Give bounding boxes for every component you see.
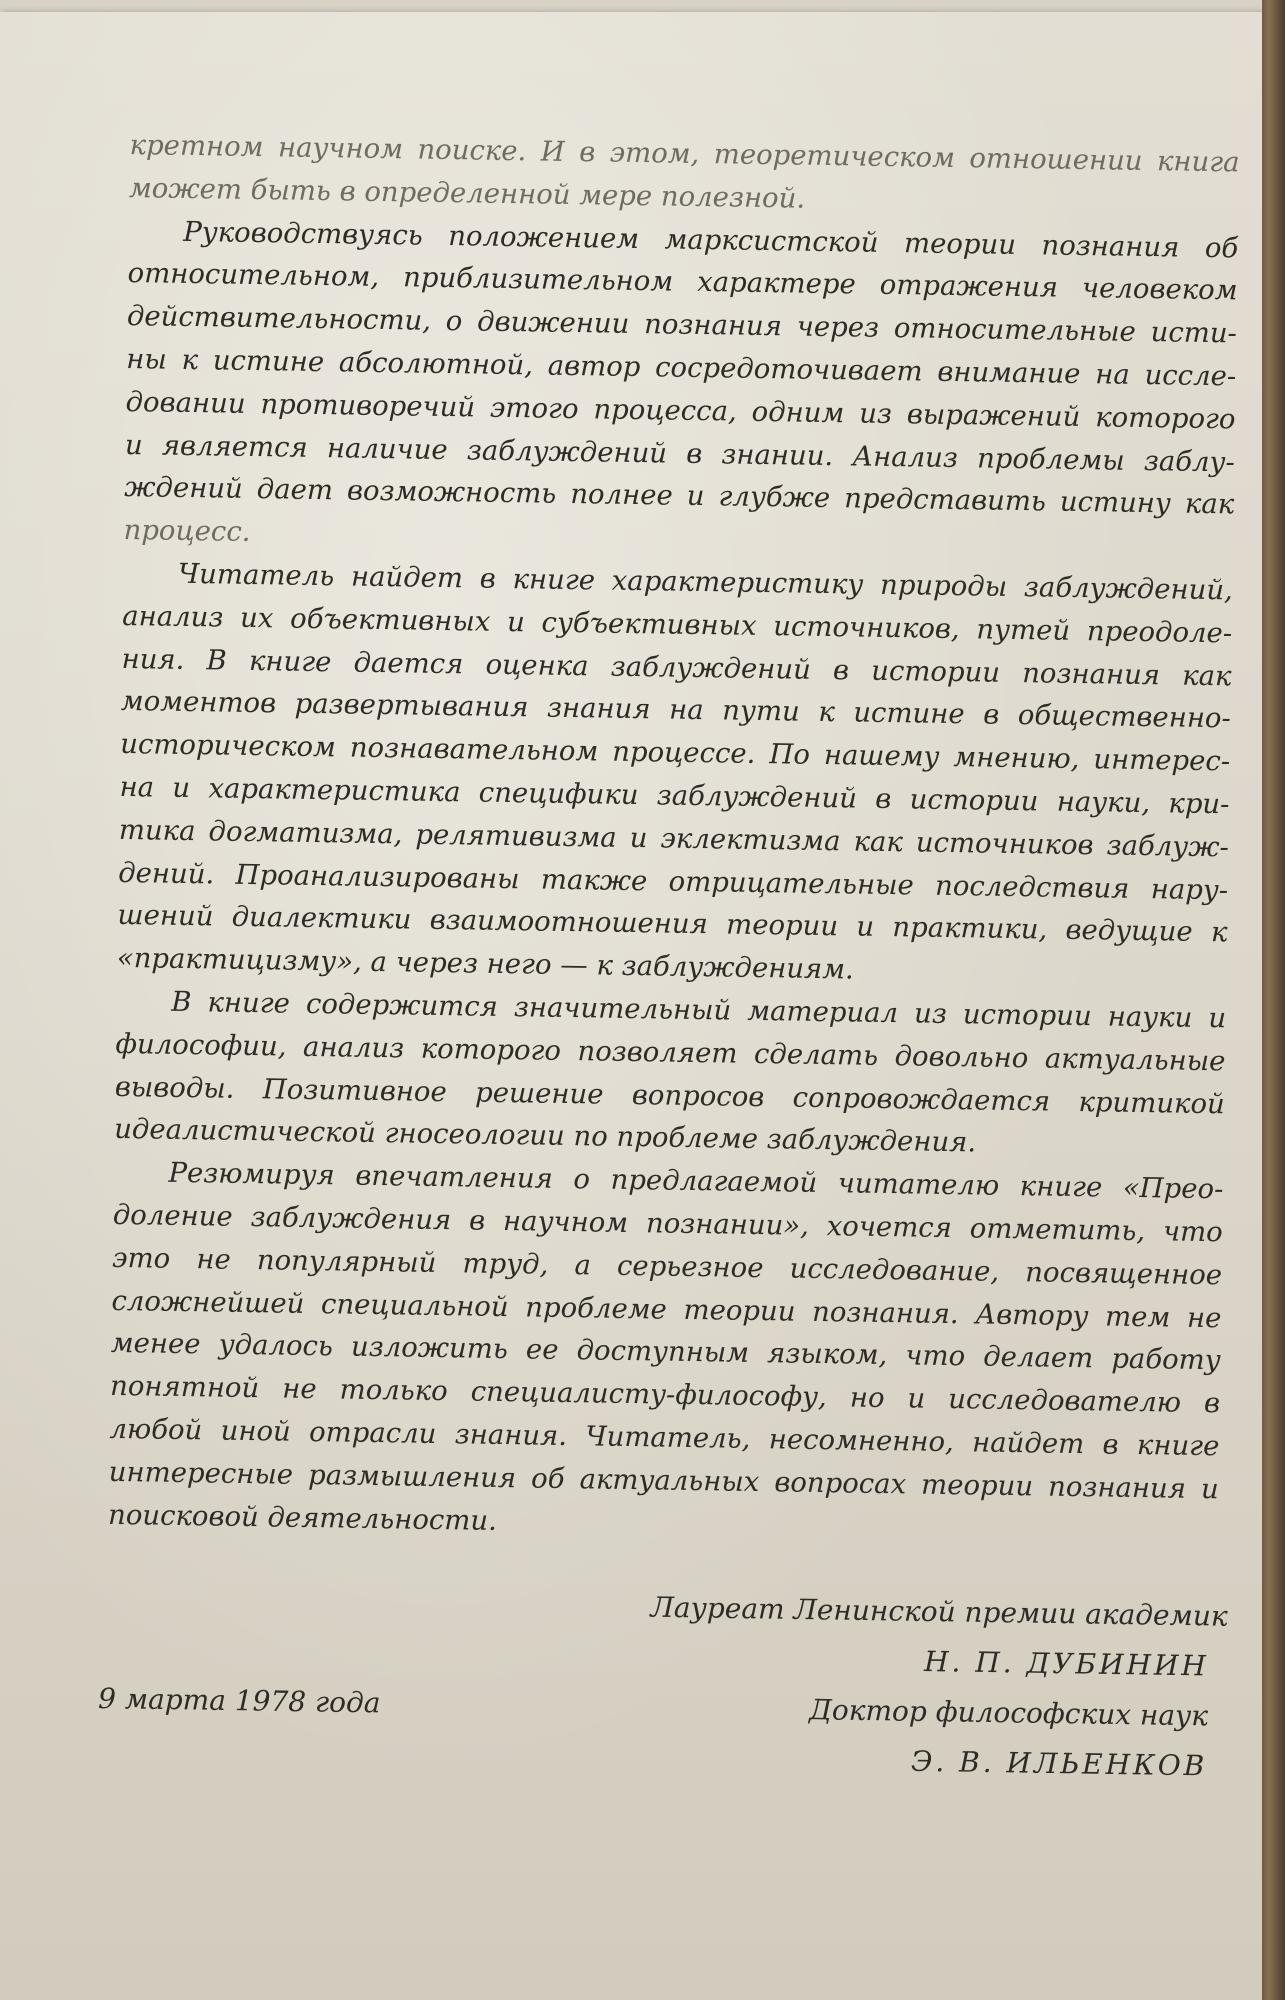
text-line: Резюмируя впечатления о предлагаемой читателю книге «Прео-: [168, 1156, 1224, 1206]
document-date: 9 марта 1978 года: [97, 1681, 381, 1720]
body-text: [108, 124, 1240, 1554]
text-line: относительном, приблизительном характере отражения человеком: [127, 257, 1238, 307]
text-line: анализ их объективных и субъективных источников, путей преодоле-: [122, 599, 1233, 650]
text-line: историческом познавательном процессе. По нашему мнению, интерес-: [120, 728, 1231, 778]
book-edge: [1262, 0, 1285, 2000]
text-line: ны к истине абсолютной, автор сосредоточивает внимание на иссле-: [126, 342, 1237, 393]
text-line: на и характеристика специфики заблуждений в истории науки, кри-: [119, 770, 1230, 821]
text-line: кретном научном поиске. И в этом, теоретическом отношении книга: [129, 128, 1240, 179]
signatory-name: Э. В. ИЛЬЕНКОВ: [910, 1744, 1208, 1783]
book-page: [0, 12, 1262, 2000]
text-line: тика догматизма, релятивизма и эклектизма как источников заблуж-: [118, 813, 1230, 864]
signatory-name: Н. П. ДУБИНИН: [923, 1644, 1210, 1683]
text-line: моментов развертывания знания на пути к истине в общественно-: [120, 685, 1232, 735]
text-line: понятной не только специалисту-философу, но и исследователю в: [109, 1369, 1221, 1420]
text-line: шений диалектики взаимоотношения теории и практики, ведущие к: [117, 899, 1228, 949]
text-line: процесс.: [123, 514, 251, 549]
text-line: может быть в определенной мере полезной.: [128, 171, 806, 215]
text-line: довании противоречий этого процесса, одним из выражений которого: [125, 385, 1236, 436]
text-line: выводы. Позитивное решение вопросов сопровождается критикой: [114, 1070, 1225, 1120]
text-line: менее удалось изложить ее доступным языком, что делает работу: [110, 1327, 1221, 1377]
signature-block: [97, 1582, 1240, 1820]
text-line: это не популярный труд, а серьезное исследование, посвященное: [111, 1241, 1223, 1292]
text-line: Руководствуясь положением марксистской теории познания об: [183, 215, 1239, 265]
text-line: ждений дает возможность полнее и глубже представить истину как: [124, 471, 1235, 521]
text-line: сложнейшей специальной проблеме теории познания. Автору тем не: [111, 1284, 1222, 1334]
text-line: «практицизму», а через него — к заблуждениям.: [116, 942, 855, 986]
text-line: идеалистической гносеологии по проблеме заблуждения.: [113, 1113, 977, 1159]
text-line: философии, анализ которого позволяет сделать довольно актуальные: [115, 1027, 1226, 1078]
text-line: интересные размышления об актуальных вопросах теории познания и: [108, 1455, 1219, 1505]
text-line: Читатель найдет в книге характеристику природы заблуждений,: [177, 557, 1234, 607]
text-line: действительности, о движении познания через относительные исти-: [126, 300, 1238, 350]
text-line: любой иной отрасли знания. Читатель, несомненно, найдет в книге: [109, 1412, 1220, 1463]
text-line: и является наличие заблуждений в знании. Анализ проблемы заблу-: [124, 428, 1236, 478]
text-line: В книге содержится значительный материал из истории науки и: [170, 985, 1227, 1035]
text-line: ния. В книге дается оценка заблуждений в истории познания как: [121, 642, 1232, 692]
text-line: доление заблуждения в научном познании», хочется отметить, что: [112, 1198, 1223, 1249]
signatory-title: Лауреат Ленинской премии академик: [650, 1590, 1228, 1633]
signatory-title: Доктор философских наук: [808, 1693, 1209, 1733]
text-line: дений. Проанализированы также отрицательные последствия нару-: [117, 856, 1229, 906]
text-line: поисковой деятельности.: [107, 1498, 498, 1537]
